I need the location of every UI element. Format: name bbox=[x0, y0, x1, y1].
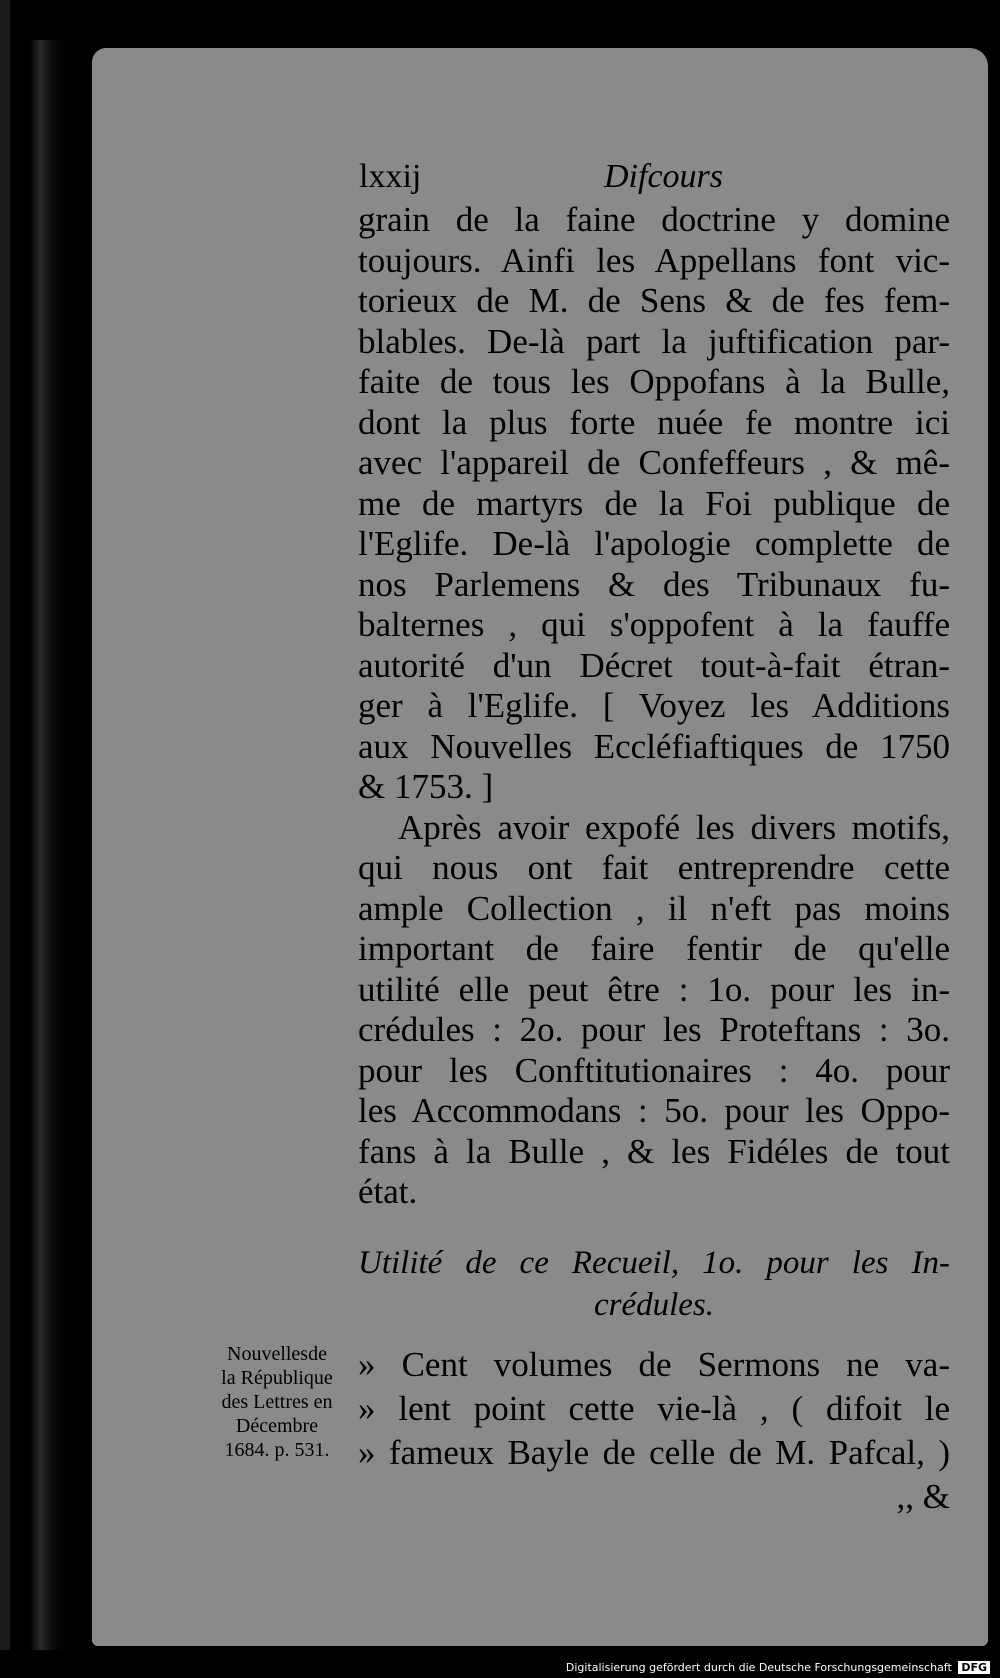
body-line: l'Eglife. De-là l'apologie complette de bbox=[358, 524, 950, 563]
margin-note-line: Nouvellesde bbox=[227, 1343, 327, 1365]
body-line: Après avoir expofé les divers motifs, bbox=[398, 807, 950, 847]
quote-line: » fameux Bayle de celle de M. Pafcal, ) bbox=[358, 1433, 950, 1472]
body-line: grain de la faine doctrine y domine bbox=[358, 200, 950, 239]
book-spine bbox=[0, 0, 10, 1650]
quote-line: » lent point cette vie-là , ( difoit le bbox=[358, 1389, 950, 1428]
body-line: avec l'appareil de Confeffeurs , & mê- bbox=[358, 443, 950, 482]
body-line: les Accommodans : 5o. pour les Oppo- bbox=[358, 1091, 950, 1130]
body-line: balternes , qui s'oppofent à la fauffe bbox=[358, 605, 950, 644]
page-number: lxxij bbox=[359, 158, 422, 195]
body-line: nos Parlemens & des Tribunaux fu- bbox=[358, 564, 950, 604]
body-line: ample Collection , il n'eft pas moins bbox=[358, 888, 950, 928]
section-subheading bbox=[358, 1242, 950, 1326]
margin-note-line: la République bbox=[221, 1367, 333, 1389]
body-text bbox=[358, 200, 950, 1213]
page-edge bbox=[30, 40, 66, 1650]
body-line: important de faire fentir de qu'elle bbox=[358, 929, 950, 968]
catchword: ,, & bbox=[896, 1477, 950, 1516]
body-line: état. bbox=[358, 1172, 418, 1211]
body-line: me de martyrs de la Foi publique de bbox=[358, 483, 950, 523]
footer-text: Digitalisierung gefördert durch die Deutsche Forschungsgemeinschaft bbox=[565, 1661, 952, 1674]
page-header bbox=[359, 158, 949, 198]
dfg-logo: DFG bbox=[958, 1661, 990, 1674]
margin-note-line: des Lettres en bbox=[221, 1391, 333, 1413]
running-title: Difcours bbox=[604, 158, 723, 195]
margin-note-line: Décembre bbox=[235, 1415, 319, 1437]
digitization-footer bbox=[566, 1661, 990, 1674]
margin-note-line: 1684. p. 531. bbox=[224, 1439, 330, 1461]
subheading-line: Utilité de ce Recueil, 1o. pour les In- bbox=[358, 1245, 950, 1281]
quote-line: » Cent volumes de Sermons ne va- bbox=[358, 1345, 950, 1384]
body-line: utilité elle peut être : 1o. pour les in- bbox=[358, 969, 950, 1009]
body-line: aux Nouvelles Eccléfiaftiques de 1750 bbox=[358, 726, 950, 766]
body-line: crédules : 2o. pour les Proteftans : 3o. bbox=[358, 1010, 950, 1049]
body-line: dont la plus forte nuée fe montre ici bbox=[358, 402, 950, 442]
body-line: qui nous ont fait entreprendre cette bbox=[358, 848, 950, 887]
body-line: fans à la Bulle , & les Fidéles de tout bbox=[358, 1131, 950, 1171]
body-line: toujours. Ainfi les Appellans font vic- bbox=[358, 240, 950, 280]
body-line: torieux de M. de Sens & de fes fem- bbox=[358, 281, 950, 320]
body-line: autorité d'un Décret tout-à-fait étran- bbox=[358, 645, 950, 685]
margin-note bbox=[200, 1342, 354, 1462]
body-line: ger à l'Eglife. [ Voyez les Additions bbox=[358, 686, 950, 725]
body-line: blables. De-là part la juftification par- bbox=[358, 321, 950, 361]
body-line: faite de tous les Oppofans à la Bulle, bbox=[358, 362, 950, 401]
quotation bbox=[358, 1343, 950, 1519]
body-line: & 1753. ] bbox=[358, 767, 494, 806]
body-line: pour les Conftitutionaires : 4o. pour bbox=[358, 1050, 950, 1090]
subheading-line: crédules. bbox=[593, 1287, 715, 1323]
